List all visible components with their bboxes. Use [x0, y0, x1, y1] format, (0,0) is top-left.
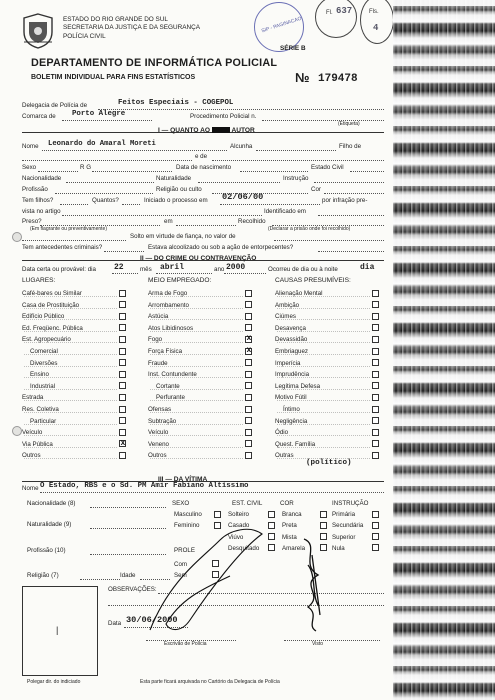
mes-label: mês	[140, 266, 152, 273]
causa-option-checkbox[interactable]	[372, 371, 379, 378]
meio-option-checkbox[interactable]	[245, 394, 252, 401]
vitima-instrucao-option-label: Superior	[332, 533, 356, 541]
vitima-cor-option-checkbox[interactable]	[320, 522, 327, 529]
vitima-cor-title: COR	[280, 500, 294, 507]
causa-option-checkbox[interactable]	[372, 313, 379, 320]
meio-option-label: Outros	[148, 452, 167, 460]
lugar-option-checkbox[interactable]	[119, 371, 126, 378]
vitima-nome-label: Nome	[22, 485, 39, 492]
lugar-option-checkbox[interactable]	[119, 348, 126, 355]
lugar-option-label: Edifício Público	[22, 313, 65, 321]
lugar-option-checkbox[interactable]	[119, 429, 126, 436]
causa-option-label: Negligência	[275, 417, 308, 425]
meio-option-checkbox[interactable]	[245, 440, 252, 447]
causa-option-label: Outras	[275, 452, 294, 460]
delegacia-value: Feitos Especiais - COGEPOL	[118, 99, 234, 107]
state-coat-of-arms	[20, 12, 56, 50]
meio-option-checkbox[interactable]	[245, 382, 252, 389]
lugar-option-label: Res. Coletiva	[22, 406, 59, 413]
meio-option-checkbox[interactable]	[245, 429, 252, 436]
meio-option-checkbox[interactable]	[245, 348, 252, 355]
meio-option-label: Perfurante	[156, 394, 185, 402]
lugar-option-checkbox[interactable]	[119, 452, 126, 459]
vitima-cor-option-label: Amarela	[282, 544, 306, 552]
lugar-option-checkbox[interactable]	[119, 336, 126, 343]
lugar-option-checkbox[interactable]	[119, 313, 126, 320]
meio-option-label: Fraude	[148, 359, 168, 367]
filho-de-label: Filho de	[339, 143, 362, 150]
causa-option-checkbox[interactable]	[372, 417, 379, 424]
meio-option-checkbox[interactable]	[245, 324, 252, 331]
lugar-option-label: Ed. Freqüenc. Pública	[22, 324, 83, 332]
meio-option-label: Subtração	[148, 417, 177, 425]
lugar-option-checkbox[interactable]	[119, 324, 126, 331]
iniciado-value: 02/06/00	[222, 192, 264, 202]
causa-option-checkbox[interactable]	[372, 406, 379, 413]
iniciado-label: Iniciado o processo em	[144, 197, 208, 204]
punch-hole	[12, 426, 22, 436]
section-1-title: I — QUANTO AO AUTOR	[158, 127, 255, 134]
autor-nome-value: Leonardo do Amaral Moreti	[48, 140, 156, 148]
meio-option-checkbox[interactable]	[245, 417, 252, 424]
religiao-label: Religião ou culto	[156, 186, 202, 193]
sexo-label: Sexo	[22, 164, 37, 171]
section-2-title: II — DO CRIME OU CONTRAVENÇÃO	[140, 255, 257, 262]
causa-option-label: Ciúmes	[275, 313, 296, 321]
observacoes-label: OBSERVAÇÕES:	[108, 586, 157, 593]
alcoolizado-label: Estava alcoolizado ou sob a ação de entorpecentes?	[148, 244, 294, 251]
polegar-caption: Polegar dir. do indiciado	[27, 679, 81, 685]
escrivao-caption: Escrivão de Polícia	[164, 641, 207, 647]
cor-label: Cor	[311, 186, 321, 193]
causa-option-checkbox[interactable]	[372, 440, 379, 447]
causa-option-label: Desavença	[275, 324, 306, 332]
meio-option-checkbox[interactable]	[245, 290, 252, 297]
ano-value: 2000	[226, 263, 246, 272]
vitima-nome-value: O Estado, RBS e o Sd. PM Amir Fabiano Altíssimo	[40, 482, 249, 490]
lugar-option-checkbox[interactable]	[119, 417, 126, 424]
quantos-label: Quantos?	[92, 197, 119, 204]
lugar-option-label: Estrada	[22, 394, 44, 402]
causa-option-label: Ambição	[275, 301, 300, 309]
alcunha-label: Alcunha	[230, 143, 253, 150]
footer-data-value: 30/06/2000	[126, 615, 178, 625]
lugar-option-label: Diversões	[30, 359, 58, 367]
ano-label: ano	[214, 266, 225, 273]
causa-option-checkbox[interactable]	[372, 359, 379, 366]
meio-option-checkbox[interactable]	[245, 371, 252, 378]
lugar-option-label: Ensino	[30, 371, 49, 379]
causa-option-checkbox[interactable]	[372, 324, 379, 331]
comarca-value: Porto Alegre	[72, 110, 126, 118]
bulletin-title: BOLETIM INDIVIDUAL PARA FINS ESTATÍSTICOS	[31, 74, 196, 81]
police-name: POLÍCIA CIVIL	[63, 32, 106, 40]
folio-stamp-2: Fls. 4	[360, 0, 394, 44]
vitima-instrucao-option-checkbox[interactable]	[372, 544, 379, 551]
causa-option-checkbox[interactable]	[372, 348, 379, 355]
lugar-option-label: Outros	[22, 452, 41, 460]
prole-sem-label: Sem	[174, 572, 187, 579]
lugar-option-label: Café-bares ou Similar	[22, 290, 82, 297]
lugar-option-label: Casa de Prostituição	[22, 301, 80, 309]
lugar-option-checkbox[interactable]	[119, 359, 126, 366]
lugar-option-label: Industrial	[30, 382, 56, 390]
vitima-cor-option-label: Preta	[282, 522, 297, 530]
meio-option-label: Ofensas	[148, 406, 172, 413]
lugar-option-label: Veículo	[22, 429, 43, 437]
tem-filhos-label: Tem filhos?	[22, 197, 54, 204]
profissao-label: Profissão	[22, 186, 48, 193]
nacionalidade-label: Nacionalidade	[22, 175, 62, 182]
preso-em-label: em	[164, 218, 173, 225]
causa-option-checkbox[interactable]	[372, 301, 379, 308]
causa-option-label: Imperícia	[275, 359, 301, 367]
vitima-instrucao-option-checkbox[interactable]	[372, 511, 379, 518]
vitima-instrucao-option-label: Primária	[332, 511, 356, 518]
causas-outras-value: (político)	[306, 459, 352, 467]
lugares-title: LUGARES:	[22, 277, 56, 284]
lugar-option-checkbox[interactable]	[119, 382, 126, 389]
vitima-naturalidade-label: Naturalidade (9)	[27, 521, 72, 528]
naturalidade-label: Naturalidade	[156, 175, 192, 182]
mes-value: abril	[160, 263, 185, 272]
causa-option-label: Quest. Família	[275, 440, 316, 448]
vitima-est-civil-option-label: Casado	[228, 522, 250, 530]
causa-option-checkbox[interactable]	[372, 290, 379, 297]
causa-option-checkbox[interactable]	[372, 429, 379, 436]
meio-option-checkbox[interactable]	[245, 301, 252, 308]
idade-label: Idade	[120, 572, 136, 579]
causa-option-checkbox[interactable]	[372, 382, 379, 389]
lugar-option-checkbox[interactable]	[119, 440, 126, 447]
lugar-option-checkbox[interactable]	[119, 406, 126, 413]
meio-option-label: Astúcia	[148, 313, 169, 321]
serie-label: SÉRIE B	[280, 45, 306, 52]
causa-option-label: Embriaguez	[275, 348, 309, 355]
por-infracao-label: por infração pre-	[322, 197, 368, 204]
ocorreu-label: Ocorreu de dia ou à noite	[268, 266, 338, 273]
causa-option-label: Imprudência	[275, 371, 310, 379]
periodo-value: dia	[360, 263, 375, 272]
vitima-instrucao-option-checkbox[interactable]	[372, 533, 379, 540]
meio-option-label: Cortante	[156, 382, 180, 390]
antecedentes-label: Tem antecedentes criminais?	[22, 244, 103, 251]
identificado-label: Identificado em	[264, 208, 306, 215]
autor-nome-label: Nome	[22, 143, 39, 150]
vitima-est-civil-title: EST. CIVIL	[232, 500, 263, 507]
lugar-option-checkbox[interactable]	[119, 394, 126, 401]
vitima-cor-option-label: Mista	[282, 533, 297, 541]
preso-label: Preso?	[22, 218, 42, 225]
escrivao-signature	[130, 520, 270, 640]
lugar-option-label: Est. Agropecuário	[22, 336, 71, 344]
estado-civil-label: Estado Civil	[311, 164, 344, 171]
declarar-note: (Declarar a prisão onde foi recolhido)	[268, 226, 351, 232]
meio-option-label: Fogo	[148, 336, 163, 344]
vitima-instrucao-option-label: Nula	[332, 544, 345, 552]
lugar-option-label: Comercial	[30, 348, 58, 355]
rg-label: R G	[80, 164, 92, 171]
number-prefix: №	[295, 70, 310, 85]
vitima-sexo-option-checkbox[interactable]	[214, 511, 221, 518]
folio-stamp: Fl. 637	[315, 0, 357, 38]
meio-option-checkbox[interactable]	[245, 452, 252, 459]
recolhido-label: Recolhido	[238, 218, 266, 225]
etiqueta-note: (Etiqueta)	[338, 121, 360, 127]
comarca-label: Comarca de	[22, 113, 56, 120]
flagrante-note: (Em flagrante ou preventivamente)	[30, 226, 107, 232]
vista-artigo-label: vista no artigo	[22, 208, 61, 215]
thumbprint-box: |	[22, 586, 98, 676]
visto-caption: Visto	[312, 641, 324, 647]
vitima-profissao-label: Profissão (10)	[27, 547, 66, 554]
vitima-cor-option-label: Branca	[282, 511, 302, 518]
punch-hole	[12, 232, 22, 242]
meio-option-label: Veículo	[148, 429, 169, 437]
causa-option-label: Ódio	[275, 429, 289, 437]
meio-option-label: Força Física	[148, 348, 183, 355]
vitima-est-civil-option-label: Viúvo	[228, 533, 244, 541]
solto-label: Solto em virtude de fiança, no valor de	[130, 233, 236, 240]
pagination-stamp: SIP - PAGINACAO	[254, 2, 304, 52]
lugar-option-label: Particular	[30, 417, 57, 425]
vitima-instrucao-title: INSTRUÇÃO	[332, 500, 369, 507]
causa-option-label: Motivo Fútil	[275, 394, 307, 402]
meio-option-label: Arma de Fogo	[148, 290, 188, 297]
meio-option-checkbox[interactable]	[245, 336, 252, 343]
section-3-title: III — DA VÍTIMA	[158, 476, 208, 483]
vitima-instrucao-option-checkbox[interactable]	[372, 522, 379, 529]
visto-signature	[290, 535, 340, 635]
vitima-instrucao-option-label: Secundária	[332, 522, 364, 530]
vitima-est-civil-option-label: Solteiro	[228, 511, 249, 518]
vitima-est-civil-option-label: Desquitado	[228, 544, 260, 552]
scanned-adjacent-page-edge	[393, 0, 495, 700]
vitima-sexo-option-label: Masculino	[174, 511, 202, 518]
causa-option-label: Devassidão	[275, 336, 308, 344]
causa-option-checkbox[interactable]	[372, 336, 379, 343]
instrucao-label: Instrução	[283, 175, 309, 182]
lugar-option-checkbox[interactable]	[119, 290, 126, 297]
dia-value: 22	[114, 263, 124, 272]
data-certa-label: Data certa ou provável: dia	[22, 266, 96, 273]
bulletin-number: 179478	[318, 73, 358, 85]
vitima-sexo-title: SEXO	[172, 500, 190, 507]
vitima-nacionalidade-label: Nacionalidade (8)	[27, 500, 76, 507]
prole-com-label: Com	[174, 561, 188, 568]
vitima-religiao-label: Religião (7)	[27, 572, 59, 579]
prole-title: PROLE	[174, 547, 195, 554]
meio-option-label: Inst. Contundente	[148, 371, 197, 379]
delegacia-label: Delegacia de Polícia de	[22, 102, 88, 109]
meio-title: MEIO EMPREGADO:	[148, 277, 212, 284]
lugar-option-label: Via Pública	[22, 440, 53, 448]
causa-option-label: Íntimo	[283, 406, 300, 413]
e-de-label: e de	[195, 153, 208, 160]
lugar-option-checkbox[interactable]	[119, 301, 126, 308]
secretariat-name: SECRETARIA DA JUSTIÇA E DA SEGURANÇA	[63, 24, 200, 32]
causa-option-checkbox[interactable]	[372, 394, 379, 401]
causa-option-label: Legítima Defesa	[275, 382, 321, 390]
causa-option-checkbox[interactable]	[372, 452, 379, 459]
data-nascimento-label: Data de nascimento	[176, 164, 232, 171]
meio-option-label: Veneno	[148, 440, 169, 448]
meio-option-label: Arrombamento	[148, 301, 189, 309]
vitima-est-civil-option-checkbox[interactable]	[268, 511, 275, 518]
department-title: DEPARTAMENTO DE INFORMÁTICA POLICIAL	[31, 57, 278, 69]
meio-option-checkbox[interactable]	[245, 406, 252, 413]
state-name: ESTADO DO RIO GRANDE DO SUL	[63, 16, 168, 23]
meio-option-label: Atos Libidinosos	[148, 324, 194, 332]
footer-data-label: Data	[108, 620, 122, 627]
arquivo-note: Esta parte ficará arquivada no Cartório da Delegacia de Polícia	[140, 679, 280, 685]
causa-option-label: Alienação Mental	[275, 290, 323, 297]
vitima-cor-option-checkbox[interactable]	[320, 511, 327, 518]
causas-title: CAUSAS PRESUMÍVEIS:	[275, 277, 351, 284]
procedimento-label: Procedimento Policial n.	[190, 113, 257, 120]
vitima-sexo-option-label: Feminino	[174, 522, 200, 530]
meio-option-checkbox[interactable]	[245, 359, 252, 366]
meio-option-checkbox[interactable]	[245, 313, 252, 320]
